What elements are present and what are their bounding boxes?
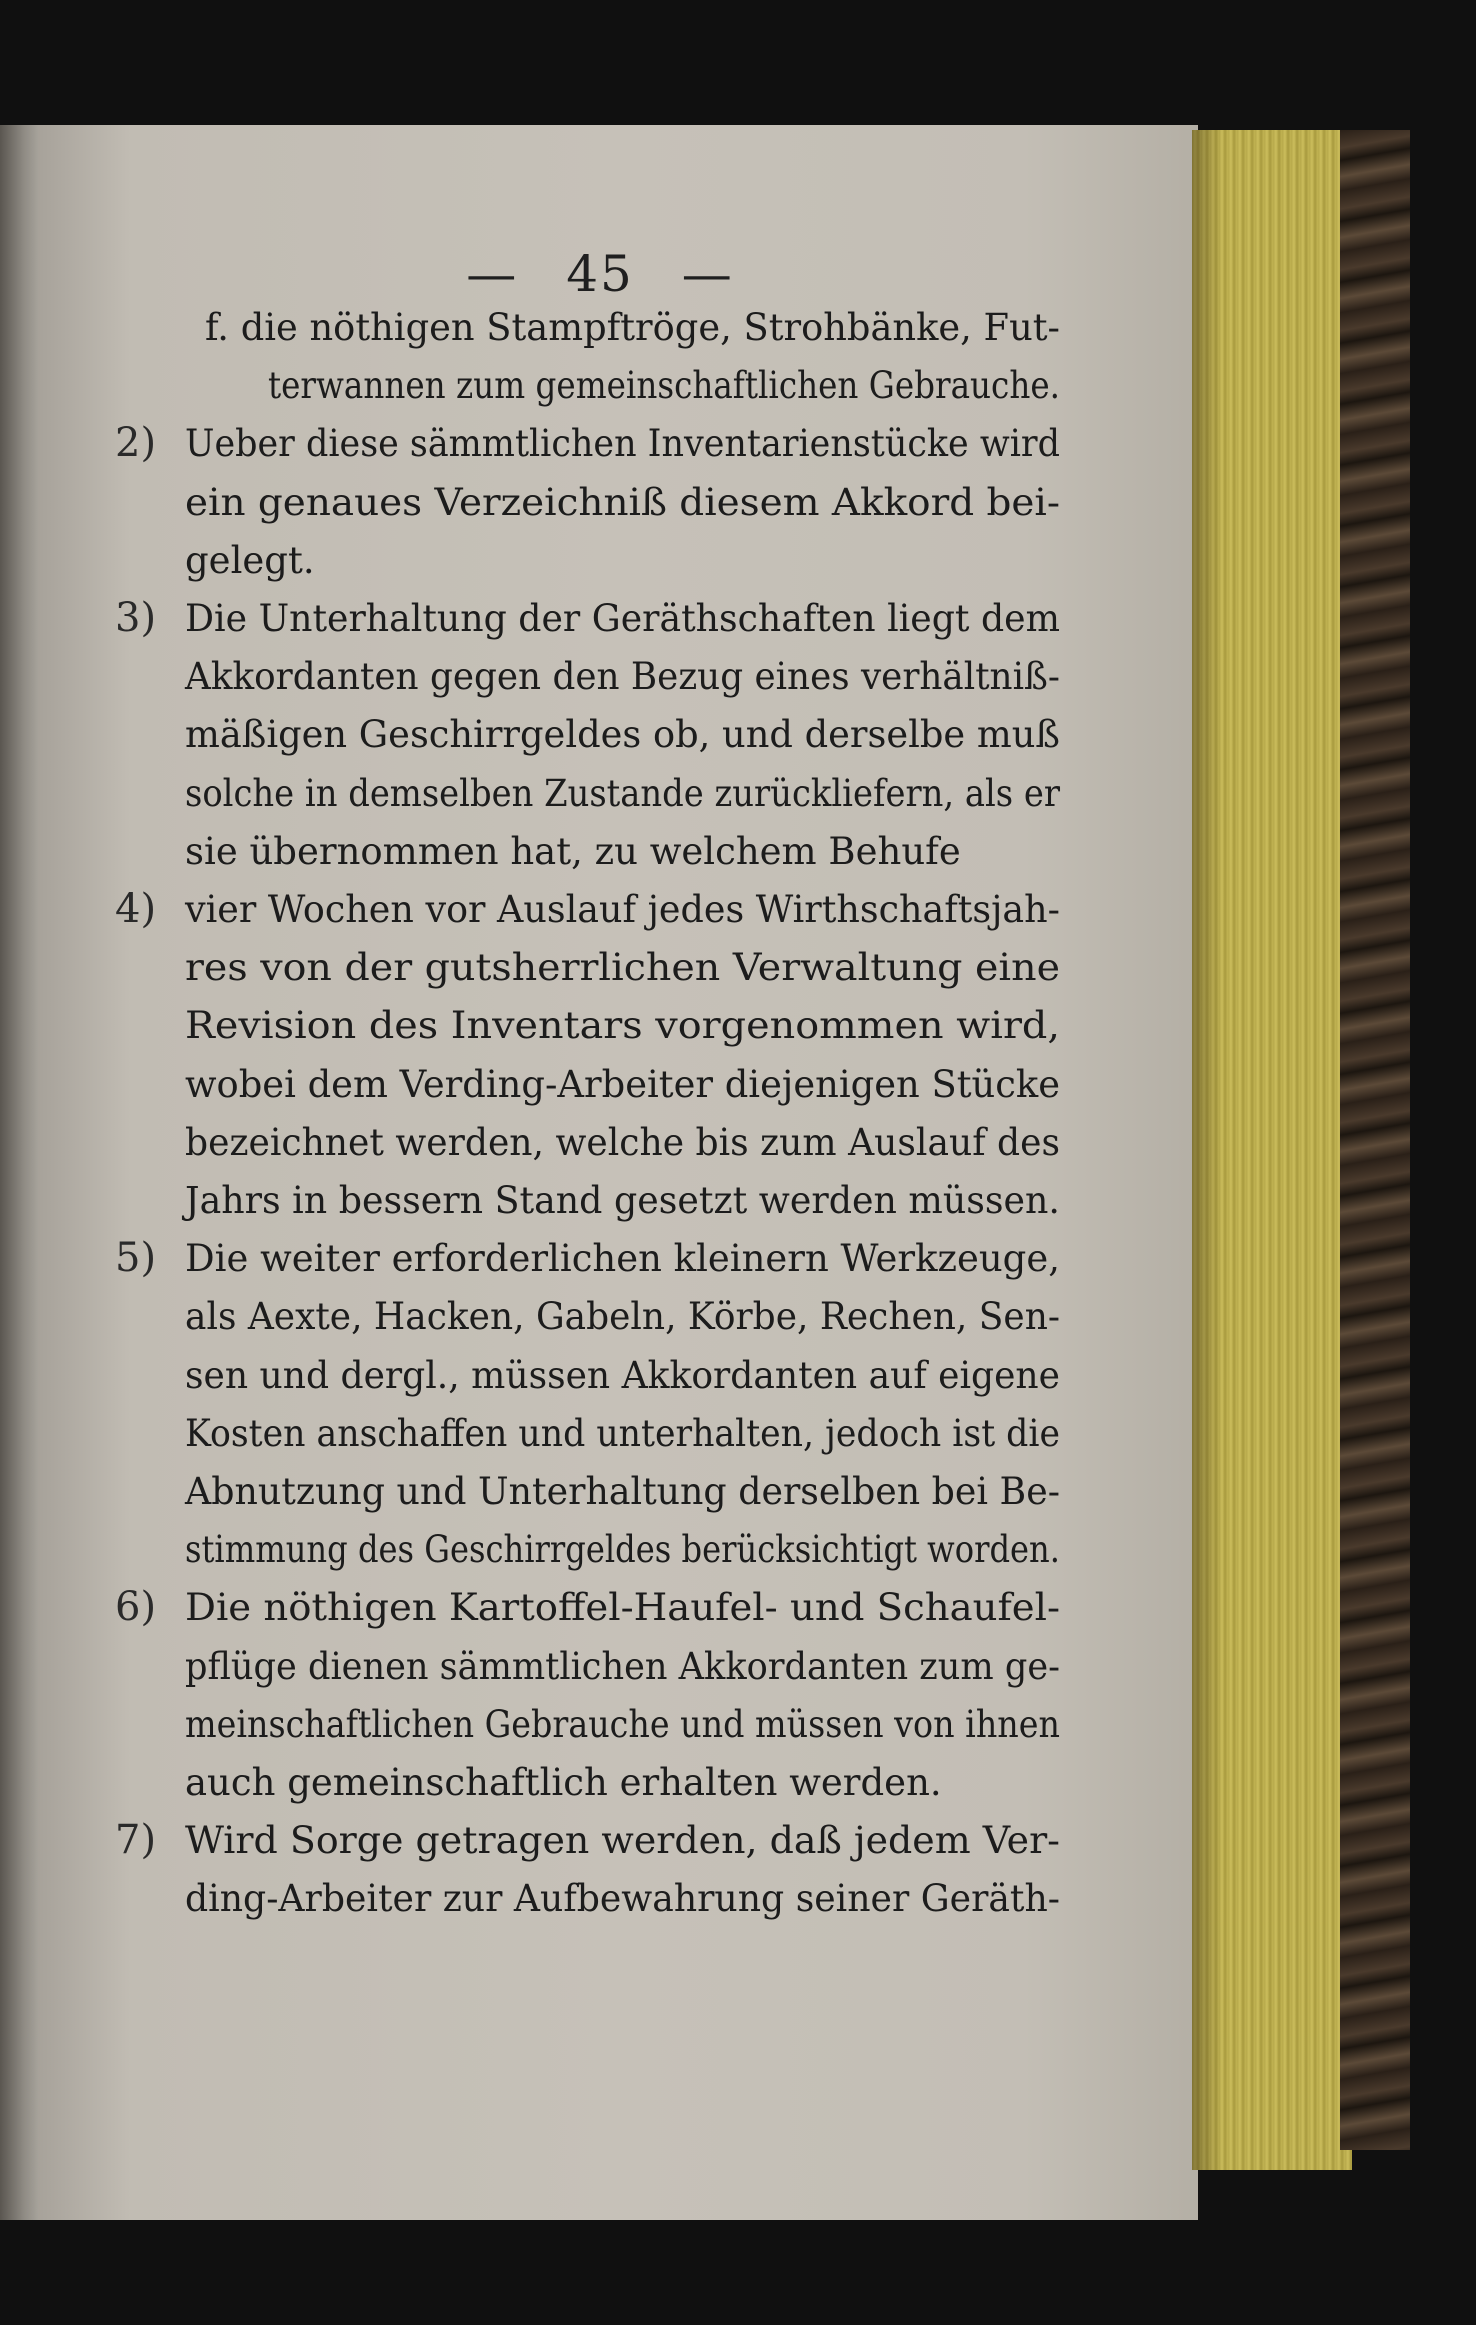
item-number: 7) (115, 1817, 157, 1864)
header-dash-right: — (681, 245, 734, 303)
item-number: 3) (115, 595, 157, 641)
text-line: Die weiter erforderlichen kleinern Werkzeuge, (185, 1237, 1060, 1281)
text-line: wobei dem Verding-Arbeiter diejenigen Stücke (185, 1062, 1060, 1106)
text-line: ding-Arbeiter zur Aufbewahrung seiner Geräth- (185, 1877, 1060, 1921)
header-dash-left: — (466, 245, 519, 303)
text-line: stimmung des Geschirrgeldes berücksichtigt worden. (185, 1528, 1060, 1572)
text-line: Jahrs in bessern Stand gesetzt werden müssen. (185, 1179, 1060, 1222)
marbled-cover (1340, 130, 1410, 2150)
item-number: 6) (115, 1584, 157, 1631)
text-line: f. die nöthigen Stampftröge, Strohbänke, Fut- (205, 306, 1060, 349)
page-header (0, 245, 1200, 303)
text-line: vier Wochen vor Auslauf jedes Wirthschaftsjah- (185, 888, 1060, 931)
text-line: auch gemeinschaftlich erhalten werden. (185, 1761, 942, 1804)
text-line: Die nöthigen Kartoffel-Haufel- und Schaufel- (185, 1586, 1060, 1630)
text-line: Kosten anschaffen und unterhalten, jedoch ist die (185, 1411, 1060, 1455)
text-line: Revision des Inventars vorgenommen wird, (185, 1004, 1060, 1048)
text-line: Abnutzung und Unterhaltung derselben bei Be- (185, 1470, 1060, 1513)
text-line: pflüge dienen sämmtlichen Akkordanten zum ge- (185, 1644, 1060, 1688)
text-line: Die Unterhaltung der Geräthschaften liegt dem (185, 597, 1060, 640)
text-line: res von der gutsherrlichen Verwaltung eine (185, 946, 1060, 990)
gilt-shadow (1192, 130, 1222, 2170)
item-number: 4) (115, 886, 157, 932)
text-line: Akkordanten gegen den Bezug eines verhältniß- (185, 655, 1060, 699)
text-line: gelegt. (185, 538, 315, 582)
page-number: 45 (566, 245, 634, 303)
text-line: als Aexte, Hacken, Gabeln, Körbe, Rechen, Sen- (185, 1295, 1060, 1339)
text-line: ein genaues Verzeichniß diesem Akkord bei- (185, 480, 1060, 524)
text-line: Wird Sorge getragen werden, daß jedem Ver- (185, 1819, 1060, 1863)
previous-page-edge (0, 125, 40, 2220)
text-line: Ueber diese sämmtlichen Inventarienstücke wird (185, 422, 1060, 466)
text-line: sie übernommen hat, zu welchem Behufe (185, 829, 961, 873)
item-number: 2) (115, 420, 157, 467)
text-line: meinschaftlichen Gebrauche und müssen von ihnen (185, 1702, 1060, 1746)
text-line: bezeichnet werden, welche bis zum Auslauf des (185, 1120, 1060, 1164)
text-line: sen und dergl., müssen Akkordanten auf eigene (185, 1353, 1060, 1397)
text-line: solche in demselben Zustande zurückliefern, als er (185, 771, 1060, 815)
text-line: terwannen zum gemeinschaftlichen Gebrauche. (268, 364, 1060, 408)
item-number: 5) (115, 1235, 157, 1282)
text-line: mäßigen Geschirrgeldes ob, und derselbe muß (185, 713, 1060, 757)
